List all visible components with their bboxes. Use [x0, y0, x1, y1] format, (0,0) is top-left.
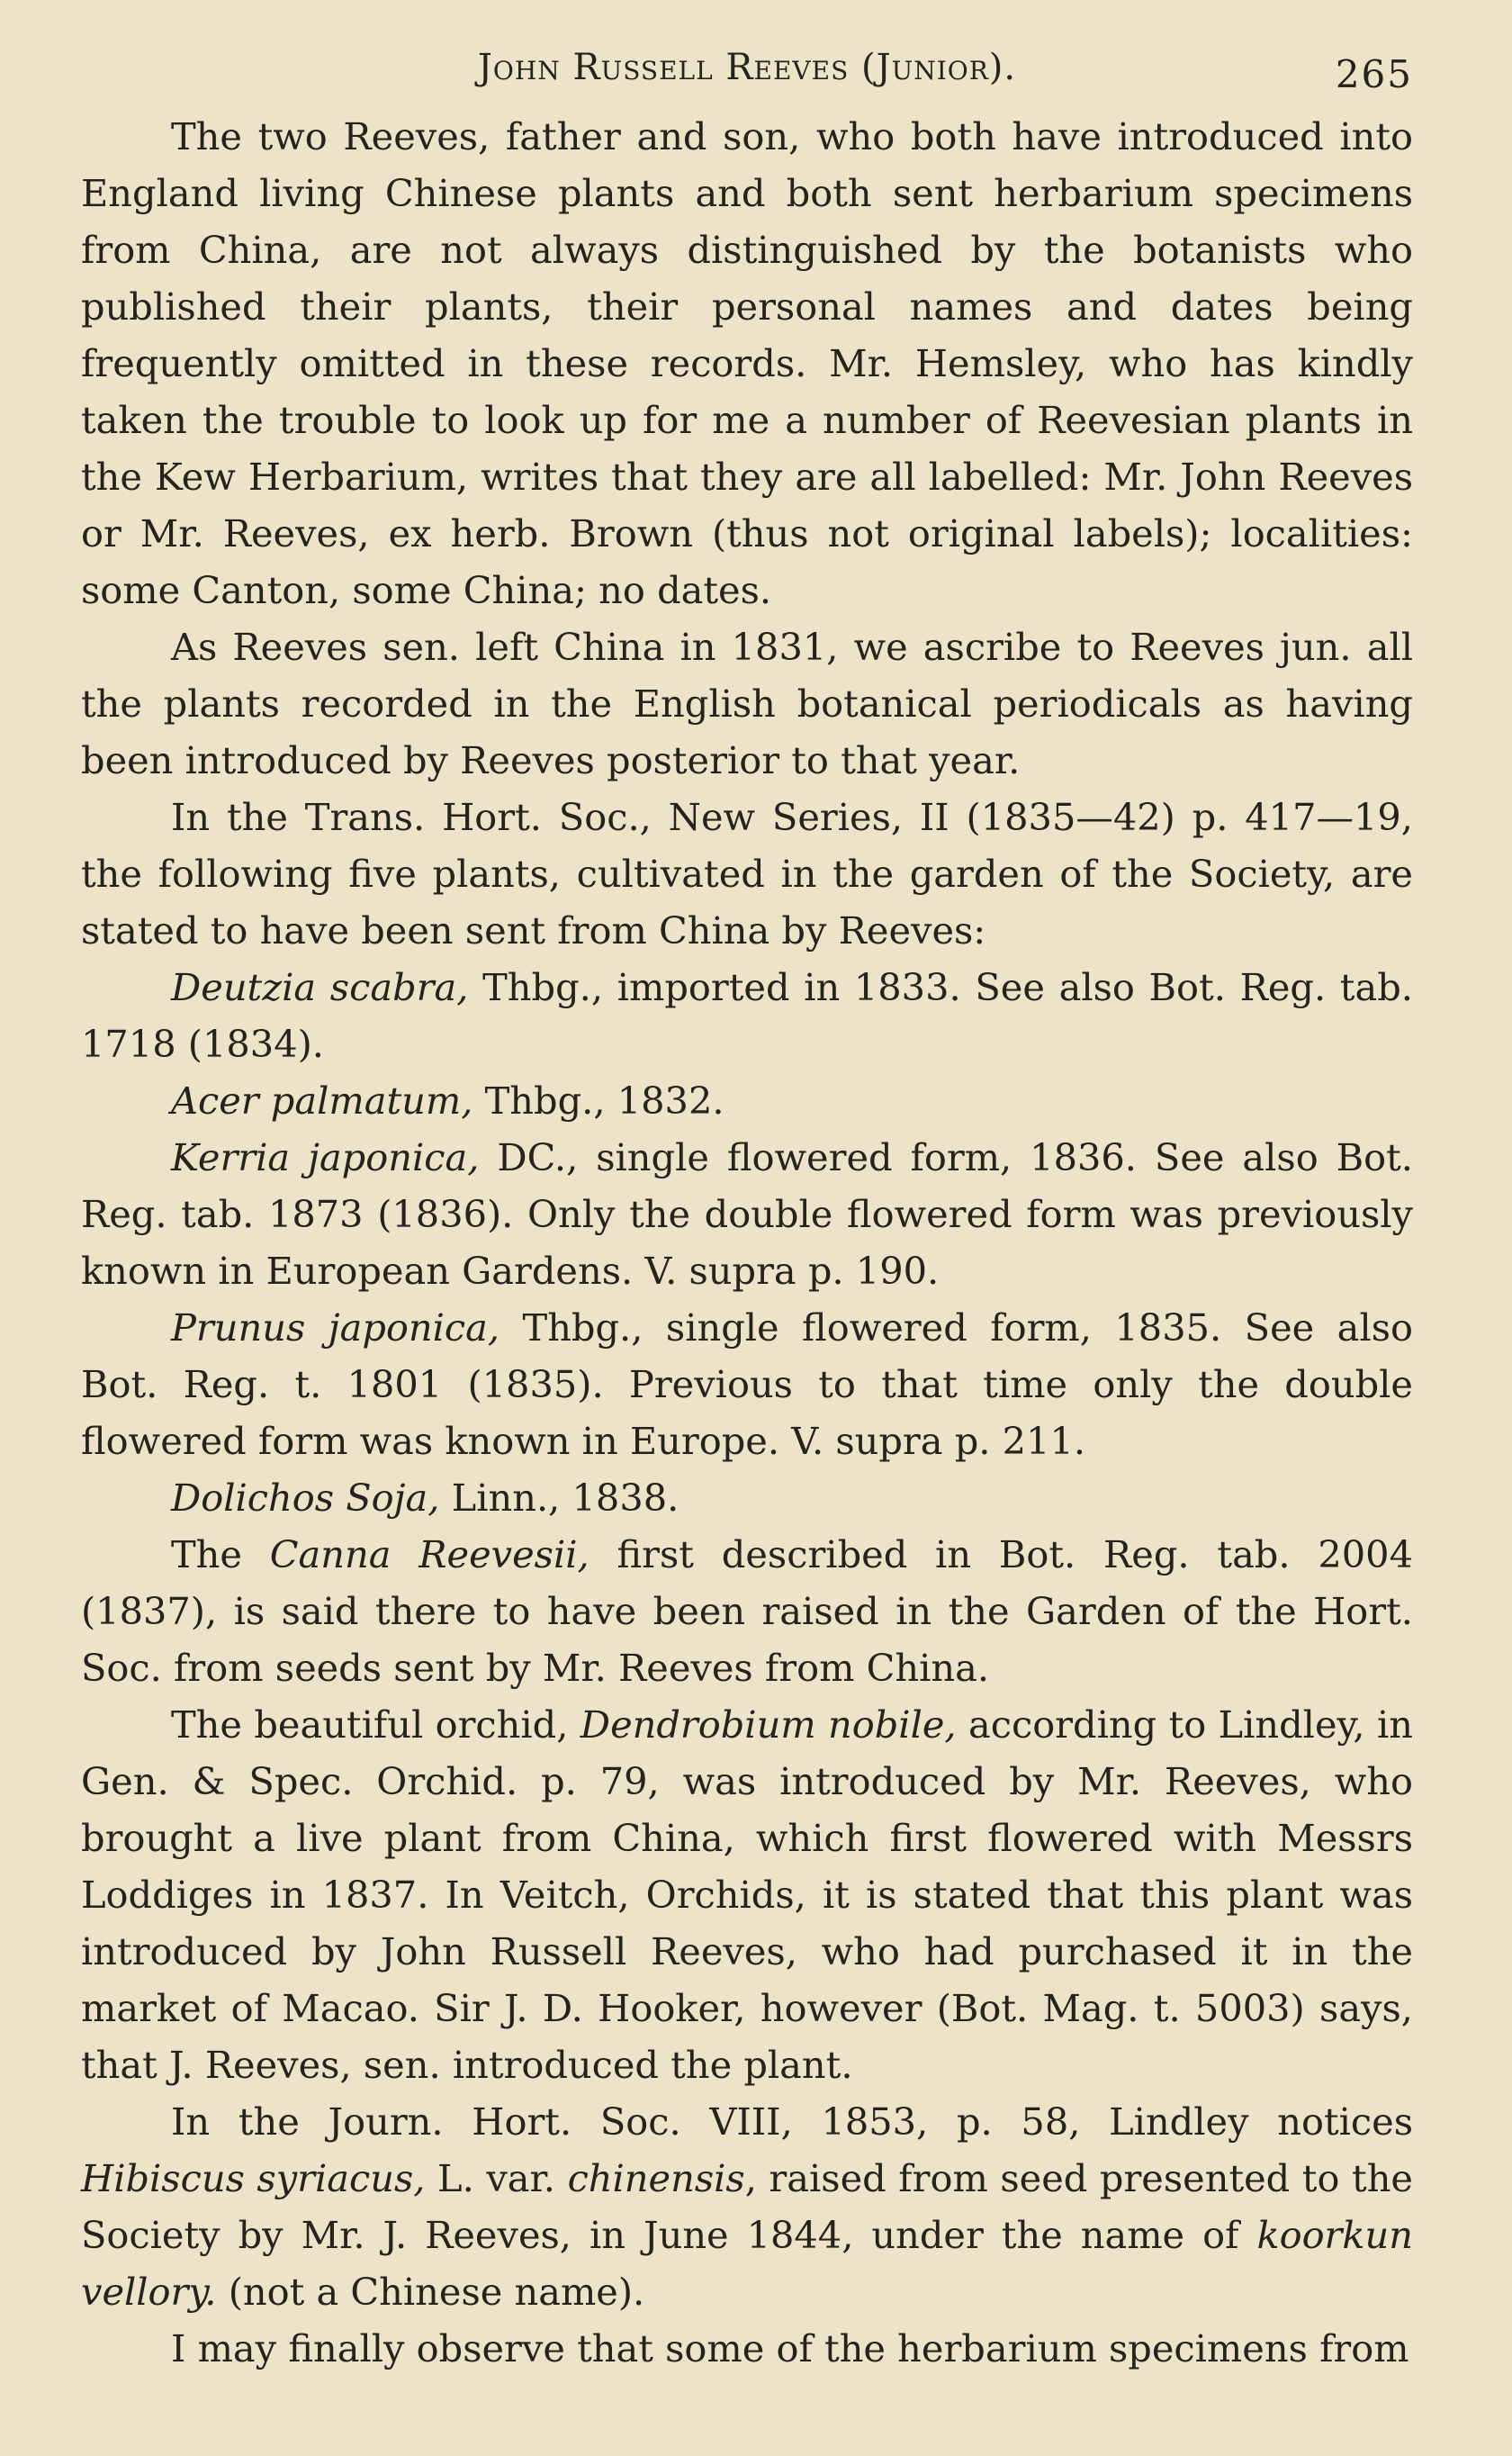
- plant-entry-kerria: [81, 1129, 1413, 1299]
- species-name: Prunus japonica,: [171, 1305, 500, 1350]
- page-number: 265: [1335, 52, 1413, 96]
- paragraph-herbarium-specimens: I may finally observe that some of the herbarium specimens from: [171, 2326, 1409, 2370]
- plant-entry-deutzia: [81, 959, 1413, 1072]
- paragraph-dendrobium: [81, 1696, 1413, 2093]
- paragraph-canna: [81, 1526, 1413, 1696]
- text-run: , raised from seed presented to the Society by Mr. J. Reeves, in June 1844, under the name of: [81, 2156, 1413, 2257]
- page-header: [81, 36, 1413, 108]
- body-text: [81, 108, 1413, 2377]
- plant-entry-prunus: [81, 1299, 1413, 1469]
- paragraph-reeves-sen-left-china: As Reeves sen. left China in 1831, we ascribe to Reeves jun. all the plants recorded in the English botanical periodicals as having been introduced by Reeves posterior to that year.: [81, 625, 1413, 782]
- plant-entry-acer: [81, 1072, 1413, 1129]
- species-name: Acer palmatum,: [171, 1079, 473, 1123]
- species-name: Dendrobium nobile,: [580, 1702, 957, 1747]
- text-run: L. var.: [425, 2156, 568, 2200]
- text-run: The beautiful orchid,: [171, 1702, 580, 1747]
- running-head: John Russell Reeves (Junior).: [477, 47, 1017, 88]
- entry-text: Linn., 1838.: [439, 1476, 680, 1520]
- species-name: Hibiscus syriacus,: [81, 2156, 426, 2200]
- text-run: first described in Bot. Reg. tab. 2004 (1837), is said there to have been raised in the Garden of the Hort. Soc. from seeds sent by Mr. Reeves from China.: [81, 1532, 1413, 1690]
- text-run: (not a Chinese name).: [216, 2270, 645, 2314]
- entry-text: Thbg., 1832.: [472, 1079, 724, 1123]
- text-run: according to Lindley, in Gen. & Spec. Orchid. p. 79, was introduced by Mr. Reeves, who brought a live plant from China, which first flowered with Messrs Loddiges in 1837. In Veitch, Orchids, it is stated that this plant was introduced by John Russell Reeves, who had purchased it in the market of Macao. Sir J. D. Hooker, however (Bot. Mag. t. 5003) says, that J. Reeves, sen. introduced the plant.: [81, 1702, 1413, 2087]
- variety-name: chinensis: [567, 2156, 745, 2200]
- species-name: Kerria japonica,: [171, 1135, 480, 1179]
- paragraph-trans-hort-soc: In the Trans. Hort. Soc., New Series, II (1835—42) p. 417—19, the following five plants, cultivated in the garden of the Society, are stated to have been sent from China by Reeves:: [81, 795, 1413, 953]
- entry-text: Thbg., single flowered form, 1835. See also Bot. Reg. t. 1801 (1835). Previous to that time only the double flowered form was known in Europe. V. supra p. 211.: [81, 1305, 1413, 1463]
- vernacular-name: koorkun vellory.: [81, 2213, 1413, 2314]
- paragraph-reeves-distinction: The two Reeves, father and son, who both have introduced into England living Chinese plants and both sent herbarium specimens from China, are not always distinguished by the botanists who published their plants, their personal names and dates being frequently omitted in these records. Mr. Hemsley, who has kindly taken the trouble to look up for me a number of Reevesian plants in the Kew Herbarium, writes that they are all labelled: Mr. John Reeves or Mr. Reeves, ex herb. Brown (thus not original labels); localities: some Canton, some China; no dates.: [81, 114, 1413, 612]
- species-name: Canna Reevesii,: [269, 1532, 590, 1576]
- species-name: Dolichos Soja,: [171, 1476, 440, 1520]
- species-name: Deutzia scabra,: [171, 965, 469, 1009]
- entry-text: DC., single flowered form, 1836. See also Bot. Reg. tab. 1873 (1836). Only the double flowered form was previously known in European Gardens. V. supra p. 190.: [81, 1135, 1413, 1293]
- paragraph-hibiscus: [81, 2093, 1413, 2320]
- text-run: In the Journ. Hort. Soc. VIII, 1853, p. 58, Lindley notices: [171, 2099, 1413, 2144]
- text-run: The: [171, 1532, 270, 1576]
- plant-entry-dolichos: [81, 1469, 1413, 1526]
- entry-text: Thbg., imported in 1833. See also Bot. Reg. tab. 1718 (1834).: [81, 965, 1413, 1066]
